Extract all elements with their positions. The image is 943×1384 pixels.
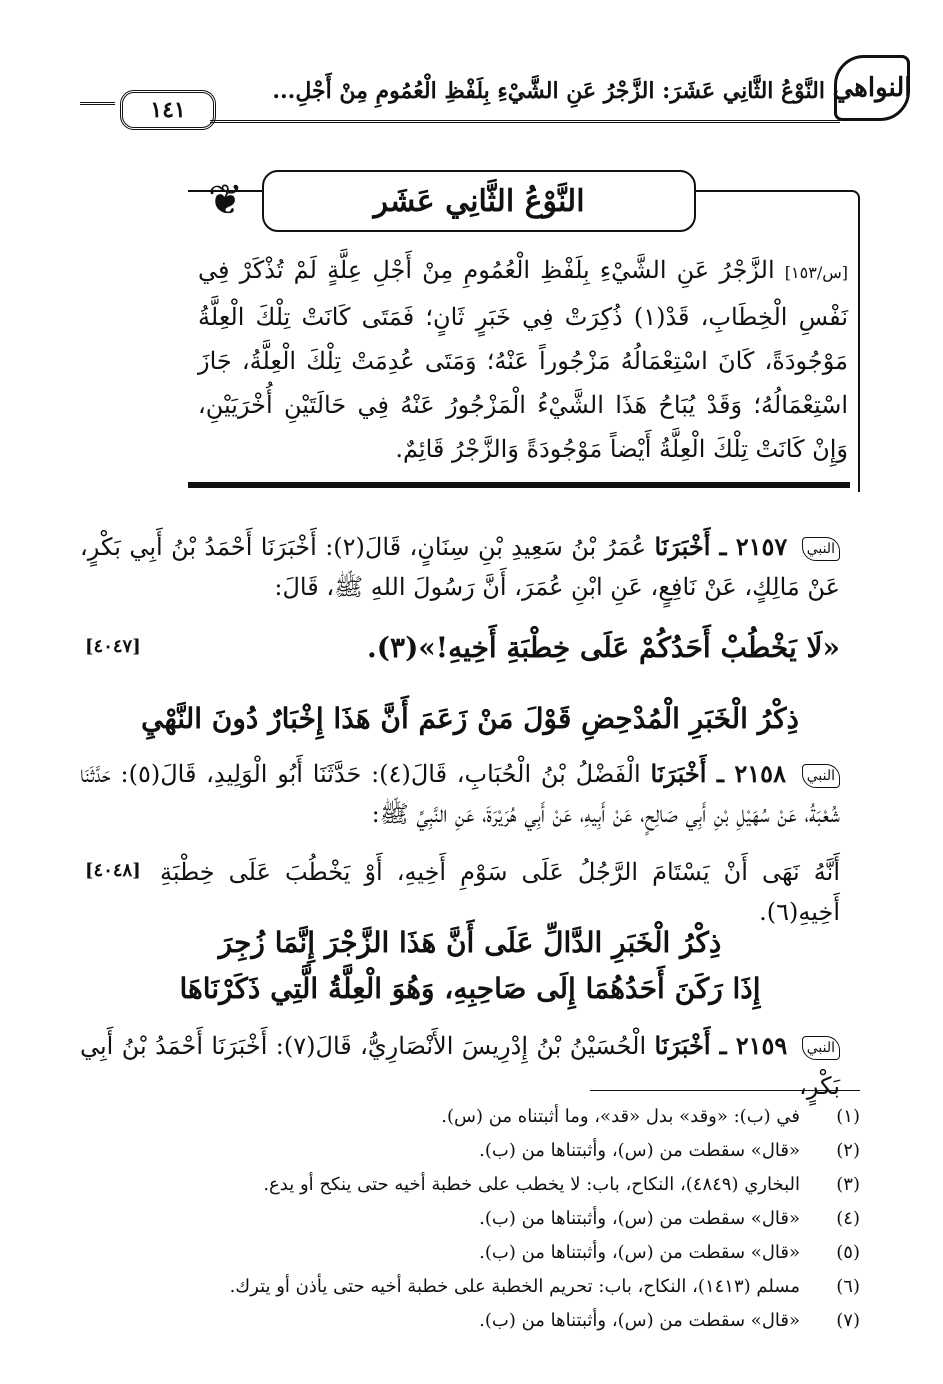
chapter-rule: [188, 482, 850, 488]
hadith-isnad: الْحُسَيْنُ بْنُ إِدْرِيسَ الأَنْصَارِيُّ، قَالَ(٧): أَخْبَرَنَا أَحْمَدُ بْنُ أَبِي بَكْرٍ،: [80, 1032, 840, 1100]
hadith-matn: «لَا يَخْطُبْ أَحَدُكُمْ عَلَى خِطْبَةِ أَخِيهِ!»(٣).: [367, 631, 840, 664]
hadith-isnad: الْفَضْلُ بْنُ الْحُبَابِ، قَالَ(٤): حَدَّثَنَا أَبُو الْوَلِيدِ، قَالَ(٥): حَدَّثَنَا شُعْبَةُ، عَنْ سُهَيْلِ بْنِ أَبِي صَالِحٍ، عَنْ أَبِيهِ، عَنْ أَبِي هُرَيْرَةَ، عَنِ النَّبِيِّ ﷺ:: [80, 760, 840, 828]
hadith-2158: [80, 754, 840, 834]
chapter-text: [198, 248, 848, 471]
chapter-body: الزَّجْرُ عَنِ الشَّيْءِ بِلَفْظِ الْعُمُومِ مِنْ أَجْلِ عِلَّةٍ لَمْ تُذْكَرْ فِي نَفْسِ الْخِطَابِ، قَدْ(١) ذُكِرَتْ فِي خَبَرٍ ثَانٍ؛ فَمَتَى كَانَتْ تِلْكَ الْعِلَّةُ مَوْجُودَةً، كَانَ اسْتِعْمَالُهُ مَزْجُوراً عَنْهُ؛ وَمَتَى عُدِمَتْ تِلْكَ الْعِلَّةُ، جَازَ اسْتِعْمَالُهُ؛ وَقَدْ يُبَاحُ هَذَا الشَّيْءُ الْمَزْجُورُ عَنْهُ فِي حَالَتَيْنِ أُخْرَيَيْنِ، وَإِنْ كَانَتْ تِلْكَ الْعِلَّةُ أَيْضاً مَوْجُودَةً وَالزَّجْرُ قَائِمٌ.: [198, 256, 848, 463]
chapter-title: النَّوْعُ الثَّانِي عَشَر: [262, 170, 696, 232]
hadith-isnad: عُمَرُ بْنُ سَعِيدِ بْنِ سِنَانٍ، قَالَ(٢): أَخْبَرَنَا أَحْمَدُ بْنُ أَبِي بَكْرٍ، عَنْ مَالِكٍ، عَنْ نَافِعٍ، عَنِ ابْنِ عُمَرَ، أَنَّ رَسُولَ اللهِ ﷺ، قَالَ:: [80, 533, 840, 601]
header-rule-left: [80, 102, 115, 105]
footnote: (٧)«قال» سقطت من (س)، وأثبتناها من (ب).: [479, 1310, 860, 1331]
header-rule: [210, 120, 840, 123]
footnote: (٦)مسلم (١٤١٣)، النكاح، باب: تحريم الخطبة على خطبة أخيه حتى يأذن أو يترك.: [229, 1276, 860, 1297]
ornament-icon: ❦: [207, 175, 244, 224]
footnote: (١)في (ب): «وقد» بدل «قد»، وما أثبتناه من (س).: [441, 1106, 860, 1127]
prophet-seal-icon: النبي: [802, 1036, 840, 1060]
running-title: النَّوْعُ الثَّانِي عَشَرَ: الزَّجْرُ عَنِ الشَّيْءِ بِلَفْظِ الْعُمُومِ مِنْ أَجْلِ...: [272, 78, 825, 104]
hadith-2157-matn-line: [140, 628, 840, 669]
page-number: ١٤١: [120, 90, 216, 130]
section-heading: إِذَا رَكَنَ أَحَدُهُمَا إِلَى صَاحِبِهِ، وَهُوَ الْعِلَّةُ الَّتِي ذَكَرْنَاهَا: [179, 972, 761, 1005]
section-heading: ذِكْرُ الْخَبَرِ الدَّالِّ عَلَى أَنَّ هَذَا الزَّجْرَ إِنَّمَا زُجِرَ: [218, 926, 722, 959]
cross-ref: [٤٠٤٧]: [85, 636, 141, 657]
footnote: (٣)البخاري (٤٨٤٩)، النكاح، باب: لا يخطب على خطبة أخيه حتى ينكح أو يدع.: [263, 1174, 860, 1195]
prophet-seal-icon: النبي: [802, 537, 840, 561]
book-badge: النواهي: [834, 55, 910, 121]
chapter-box: [188, 170, 860, 490]
footnote: (٢)«قال» سقطت من (س)، وأثبتناها من (ب).: [479, 1140, 860, 1161]
footnote: (٤)«قال» سقطت من (س)، وأثبتناها من (ب).: [479, 1208, 860, 1229]
footnote: (٥)«قال» سقطت من (س)، وأثبتناها من (ب).: [479, 1242, 860, 1263]
prophet-seal-icon: النبي: [802, 764, 840, 788]
hadith-matn: أَنَّهُ نَهَى أَنْ يَسْتَامَ الرَّجُلُ عَلَى سَوْمِ أَخِيهِ، أَوْ يَخْطُبَ عَلَى خِطْبَةِ أَخِيهِ(٦).: [160, 858, 840, 926]
hadith-2157: [80, 527, 840, 607]
cross-ref: [٤٠٤٨]: [85, 860, 141, 881]
footnotes: [80, 1100, 860, 1338]
hadith-number: ٢١٥٨ ـ أَخْبَرَنَا: [650, 759, 786, 788]
manuscript-ref: [س/١٥٣]: [784, 263, 848, 282]
section-heading: ذِكْرُ الْخَبَرِ الْمُدْحِضِ قَوْلَ مَنْ زَعَمَ أَنَّ هَذَا إِخْبَارٌ دُونَ النَّهْيِ: [141, 702, 799, 735]
hadith-number: ٢١٥٩ ـ أَخْبَرَنَا: [654, 1031, 788, 1060]
hadith-number: ٢١٥٧ ـ أَخْبَرَنَا: [654, 532, 788, 561]
hadith-2159: [80, 1026, 840, 1106]
page-header: [80, 50, 910, 130]
footnote-rule: [590, 1090, 860, 1091]
